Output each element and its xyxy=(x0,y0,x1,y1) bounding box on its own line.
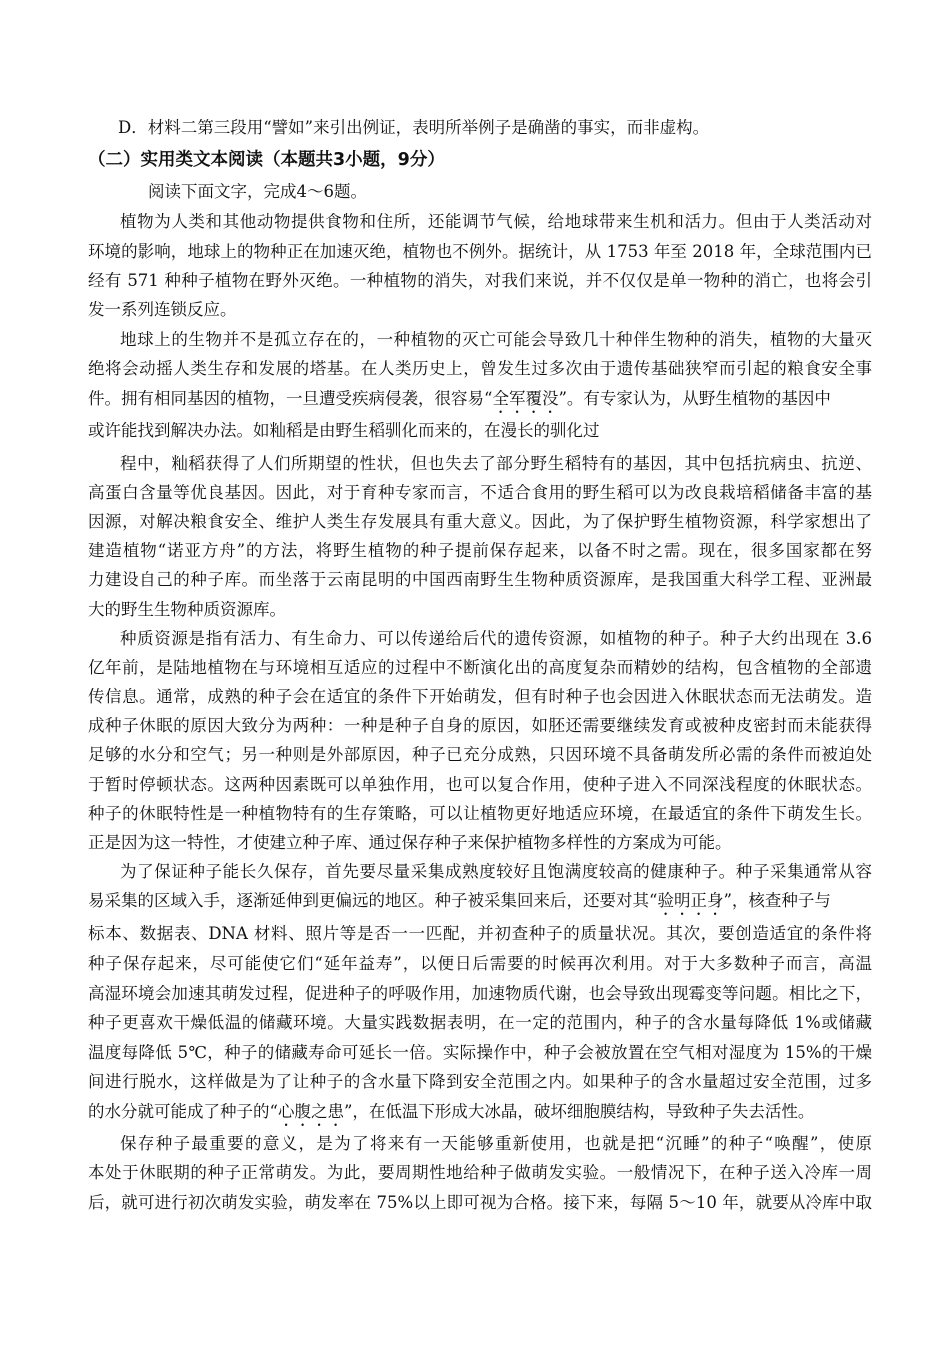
para4-line4: 种子保存起来，尽可能使它们“延年益寿”，以便日后需要的时候再次利用。对于大多数种子而言，高温 xyxy=(88,954,872,973)
para4-line9 xyxy=(88,1102,872,1130)
para5-line3: 后，就可进行初次萌发实验，萌发率在 75%以上即可视为合格。接下来，每隔 5～10 年，就要从冷库中取 xyxy=(88,1193,872,1212)
dotted-term-xinfuzhihuan: 心腹之患 xyxy=(277,1102,344,1121)
para3-line1: 种质资源是指有活力、有生命力、可以传递给后代的遗传资源，如植物的种子。种子大约出现在 3.6 xyxy=(120,629,872,648)
para2-line6: 高蛋白含量等优良基因。因此，对于育种专家而言，不适合食用的野生稻可以为改良栽培稻储备丰富的基 xyxy=(88,483,872,502)
para4-line6: 种子更喜欢干燥低温的储藏环境。大量实践数据表明，在一定的范围内，种子的含水量每降低 1%或储藏 xyxy=(88,1013,872,1032)
para1-line1: 植物为人类和其他动物提供食物和住所，还能调节气候，给地球带来生机和活力。但由于人类活动对 xyxy=(120,212,872,231)
para3-line5: 足够的水分和空气；另一种则是外部原因，种子已充分成熟，只因环境不具备萌发所必需的条件而被迫处 xyxy=(88,745,872,764)
para2-line10: 大的野生生物种质资源库。 xyxy=(88,600,286,619)
para3-line4: 成种子休眠的原因大致分为两种：一种是种子自身的原因，如胚还需要继续发育或被种皮密封而未能获得 xyxy=(88,716,872,735)
para1-line3: 经有 571 种种子植物在野外灭绝。一种植物的消失，对我们来说，并不仅仅是单一物种的消亡，也将会引 xyxy=(88,271,872,290)
para2-line8: 建造植物“诺亚方舟”的方法，将野生植物的种子提前保存起来，以备不时之需。现在，很多国家都在努 xyxy=(88,541,872,560)
para1-line2: 环境的影响，地球上的物种正在加速灭绝，植物也不例外。据统计，从 1753 年至 2018 年，全球范围内已 xyxy=(88,242,872,261)
para4-line2-part-b: ”，核查种子与 xyxy=(723,891,831,910)
option-d: D．材料二第三段用“譬如”来引出例证，表明所举例子是确凿的事实，而非虚构。 xyxy=(118,118,710,137)
para5-line1: 保存种子最重要的意义，是为了将来有一天能够重新使用，也就是把“沉睡”的种子“唤醒”，使原 xyxy=(120,1134,872,1153)
para2-line3 xyxy=(88,389,872,417)
para3-line2: 亿年前，是陆地植物在与环境相互适应的过程中不断演化出的高度复杂而精妙的结构，包含植物的全部遗 xyxy=(88,658,872,677)
para2-line2: 绝将会动摇人类生存和发展的塔基。在人类历史上，曾发生过多次由于遗传基础狭窄而引起的粮食安全事 xyxy=(88,359,872,378)
para2-line7: 因源，对解决粮食安全、维护人类生存发展具有重大意义。因此，为了保护野生植物资源，科学家想出了 xyxy=(88,512,872,531)
para3-line6: 于暂时停顿状态。这两种因素既可以单独作用，也可以复合作用，使种子进入不同深浅程度的休眠状态。 xyxy=(88,775,872,794)
reading-instruction: 阅读下面文字，完成4～6题。 xyxy=(148,182,367,201)
para2-line4: 或许能找到解决办法。如籼稻是由野生稻驯化而来的，在漫长的驯化过 xyxy=(88,421,600,440)
para2-line5: 程中，籼稻获得了人们所期望的性状，但也失去了部分野生稻特有的基因，其中包括抗病虫、抗逆、 xyxy=(120,454,872,473)
para3-line7: 种子的休眠特性是一种植物特有的生存策略，可以让植物更好地适应环境，在最适宜的条件下萌发生长。 xyxy=(88,804,872,823)
para3-line3: 传信息。通常，成熟的种子会在适宜的条件下开始萌发，但有时种子也会因进入休眠状态而无法萌发。造 xyxy=(88,687,872,706)
para4-line8: 间进行脱水，这样做是为了让种子的含水量下降到安全范围之内。如果种子的含水量超过安全范围，过多 xyxy=(88,1072,872,1091)
para4-line3: 标本、数据表、DNA 材料、照片等是否一一匹配，并初查种子的质量状况。其次，要创造适宜的条件将 xyxy=(88,924,872,943)
dotted-term-quanjunfumo: 全军覆没 xyxy=(492,389,559,408)
para4-line1: 为了保证种子能长久保存，首先要尽量采集成熟度较好且饱满度较高的健康种子。种子采集通常从容 xyxy=(120,862,872,881)
para4-line9-part-a: 的水分就可能成了种子的“ xyxy=(88,1102,278,1121)
para3-line8: 正是因为这一特性，才使建立种子库、通过保存种子来保护植物多样性的方案成为可能。 xyxy=(88,833,732,852)
para4-line7: 温度每降低 5℃，种子的储藏寿命可延长一倍。实际操作中，种子会被放置在空气相对湿度为 15%的干燥 xyxy=(88,1043,872,1062)
section-heading: （二）实用类文本阅读（本题共3小题，9分） xyxy=(88,150,445,170)
para4-line5: 高湿环境会加速其萌发过程，促进种子的呼吸作用，加速物质代谢，也会导致出现霉变等问题。相比之下， xyxy=(88,984,872,1003)
para5-line2: 本处于休眠期的种子正常萌发。为此，要周期性地给种子做萌发实验。一般情况下，在种子送入冷库一周 xyxy=(88,1163,872,1182)
dotted-term-yanmingzhengshen: 验明正身 xyxy=(657,891,724,910)
para2-line1: 地球上的生物并不是孤立存在的，一种植物的灭亡可能会导致几十种伴生物种的消失，植物的大量灭 xyxy=(120,330,872,349)
para2-line9: 力建设自己的种子库。而坐落于云南昆明的中国西南野生生物种质资源库，是我国重大科学工程、亚洲最 xyxy=(88,570,872,589)
para4-line2-part-a: 易采集的区域入手，逐渐延伸到更偏远的地区。种子被采集回来后，还要对其“ xyxy=(88,891,658,910)
para1-line4: 发一系列连锁反应。 xyxy=(88,300,237,319)
para4-line2 xyxy=(88,891,872,919)
para4-line9-part-b: ”，在低温下形成大冰晶，破坏细胞膜结构，导致种子失去活性。 xyxy=(343,1102,815,1121)
para2-line3-part-a: 件。拥有相同基因的植物，一旦遭受疾病侵袭，很容易“ xyxy=(88,389,493,408)
para2-line3-part-b: ”。有专家认为，从野生植物的基因中 xyxy=(558,389,831,408)
